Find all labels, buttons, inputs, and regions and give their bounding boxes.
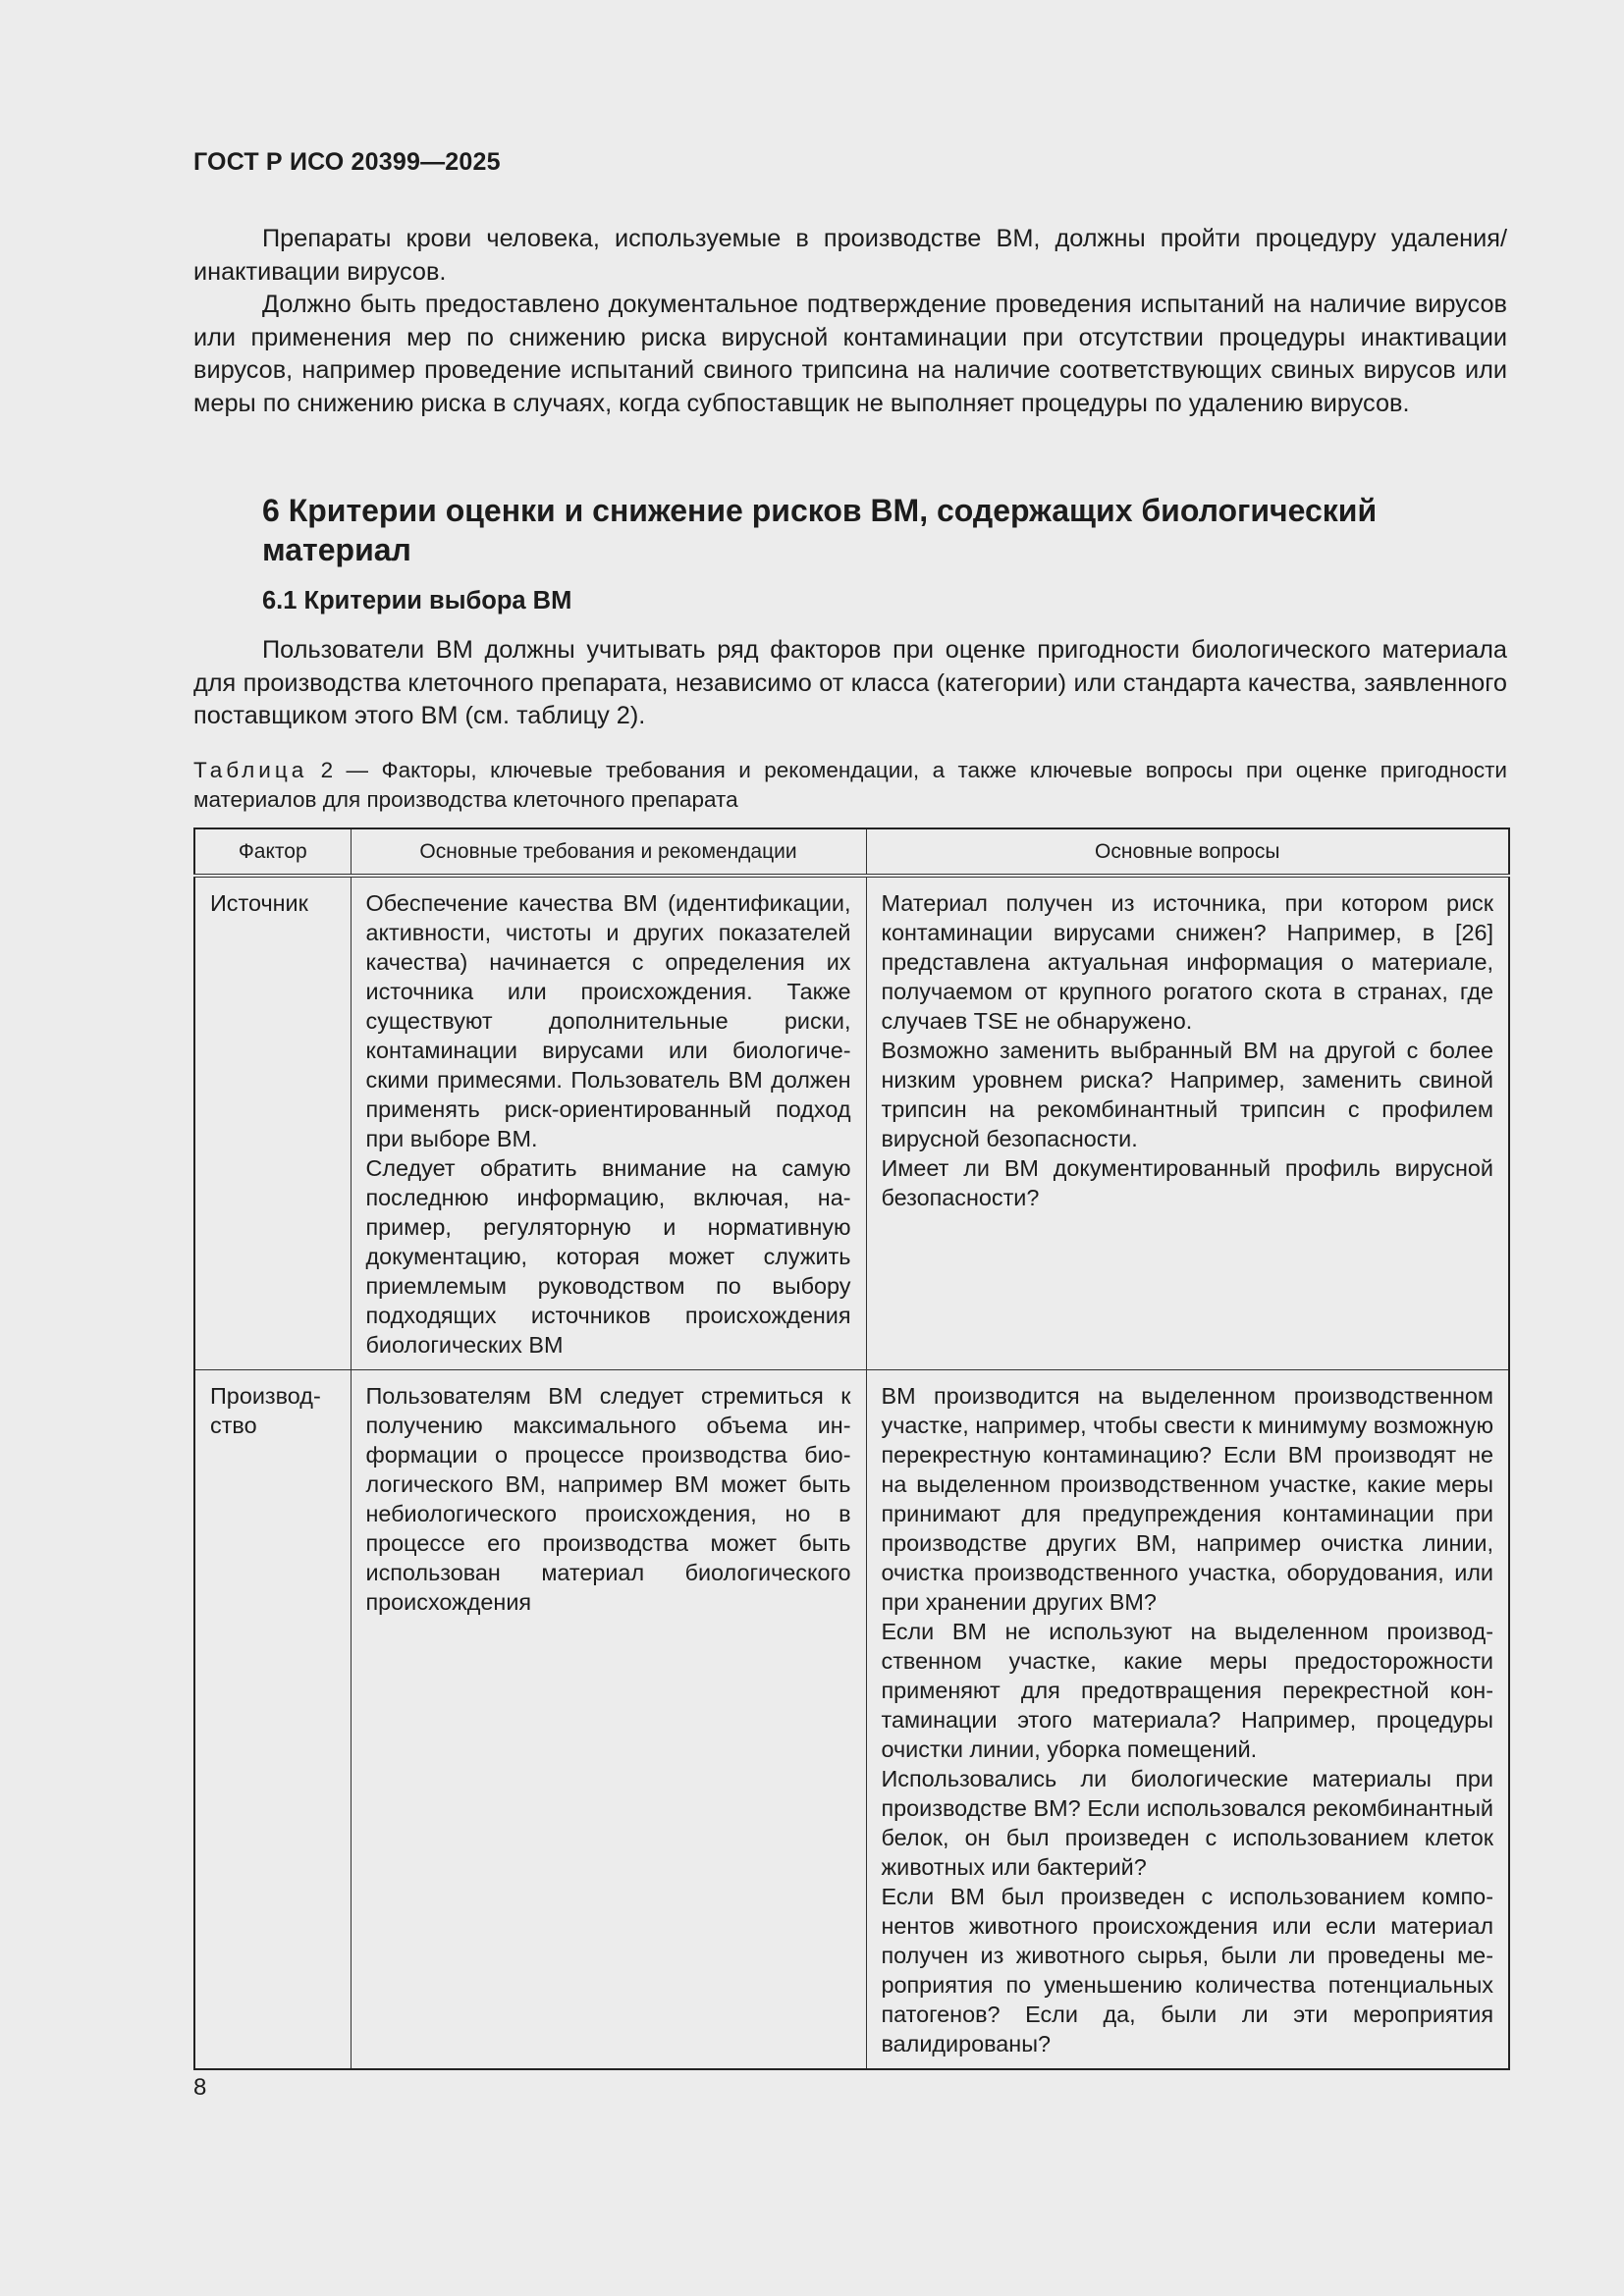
question-text: Возможно заменить выбранный ВМ на другой с более низким уровнем риска? Например, заменить свиной трипсин на рекомбинантный трипсин с профилем вирусной безопасности. — [881, 1038, 1493, 1151]
requirement-text: Пользователям ВМ следует стремиться к получению максимального объема информации о процессе производства биологического ВМ, например ВМ может быть небиологического происхождения, но в процессе его производства может быть использован материал биологического происхождения — [365, 1383, 851, 1615]
requirement-text: Следует обратить внимание на самую последнюю информацию, включая, например, регуляторную и нормативную документацию, которая может служить приемлемым руководством по выбору подходящих источников происхождения биологических ВМ — [365, 1155, 851, 1358]
requirements-cell — [351, 876, 866, 1370]
document-code-header: ГОСТ Р ИСО 20399—2025 — [193, 148, 501, 176]
table-caption-text: 2 — Факторы, ключевые требования и рекомендации, а также ключевые вопросы при оценке пригодности материалов для производства клеточного препарата — [193, 758, 1507, 812]
requirement-text: Обеспечение качества ВМ (идентификации, активности, чистоты и других показателей качества) начинается с определения их источника или происхождения. Также существуют дополнительные риски, контаминации вирусами или биологическими примесями. Пользователь ВМ должен применять риск-ориентированный подход при выборе ВМ. — [365, 890, 851, 1151]
subsection-6-1-title: 6.1 Критерии выбора ВМ — [262, 587, 572, 614]
table-header-row — [194, 828, 1509, 876]
table-caption-label: Таблица — [193, 758, 308, 782]
page-number: 8 — [193, 2074, 207, 2101]
question-text: Имеет ли ВМ документированный профиль вирусной безопасности? — [881, 1155, 1493, 1210]
header-questions: Основные вопросы — [866, 828, 1509, 876]
question-text: Материал получен из источника, при котором риск контаминации вирусами снижен? Например, в [26] представлена актуальная информация о материале, получаемом от крупного рогатого скота в странах, где случаев TSE не обнаружено. — [881, 890, 1493, 1034]
questions-cell — [866, 876, 1509, 1370]
question-text: Использовались ли биологические материалы при производстве ВМ? Если использовался рекомбинантный белок, он был произведен с использованием клеток животных или бактерий? — [881, 1766, 1493, 1880]
factors-table — [193, 828, 1510, 2070]
table-row-source — [194, 876, 1509, 1370]
table-caption — [193, 756, 1507, 815]
question-text: Если ВМ был произведен с использованием компонентов животного происхождения или если материал получен из животного сырья, были ли проведены мероприятия по уменьшению количества потенциальных патогенов? Если да, были ли эти мероприятия валидированы? — [881, 1884, 1493, 2056]
header-requirements: Основные требования и рекомендации — [351, 828, 866, 876]
section-6-1-paragraph: Пользователи ВМ должны учитывать ряд факторов при оценке пригодности биологического материала для производства клеточного препарата, независимо от класса (категории) или стандарта качества, заявленного поставщиком этого ВМ (см. таблицу 2). — [193, 636, 1507, 729]
factor-cell: Источник — [194, 876, 351, 1370]
question-text: ВМ производится на выделенном производственном участке, например, чтобы свести к минимуму возможную перекрестную контаминацию? Если ВМ производят не на выделенном производственном участке, какие меры принимают для предупреждения контаминации при производстве других ВМ, например очистка линии, очистка производственного участка, оборудования, или при хранении других ВМ? — [881, 1383, 1493, 1615]
table-row-production — [194, 1370, 1509, 2070]
header-factor: Фактор — [194, 828, 351, 876]
intro-paragraph-1: Препараты крови человека, используемые в производстве ВМ, должны пройти процедуру удаления/инактивации вирусов. — [193, 225, 1507, 286]
factor-cell: Производство — [194, 1370, 351, 2070]
question-text: Если ВМ не используют на выделенном производственном участке, какие меры предосторожности применяют для предотвращения перекрестной контаминации этого материала? Например, процедуры очистки линии, уборка помещений. — [881, 1619, 1493, 1762]
requirements-cell — [351, 1370, 866, 2070]
questions-cell — [866, 1370, 1509, 2070]
intro-paragraph-2: Должно быть предоставлено документальное подтверждение проведения испытаний на наличие вирусов или применения мер по снижению риска вирусной контаминации при отсутствии процедуры инактивации вирусов, например проведение испытаний свиного трипсина на наличие соответствующих свиных вирусов или меры по снижению риска в случаях, когда субпоставщик не выполняет процедуры по удалению вирусов. — [193, 291, 1507, 417]
section-6-title: 6 Критерии оценки и снижение рисков ВМ, содержащих биологический материал — [262, 493, 1378, 567]
